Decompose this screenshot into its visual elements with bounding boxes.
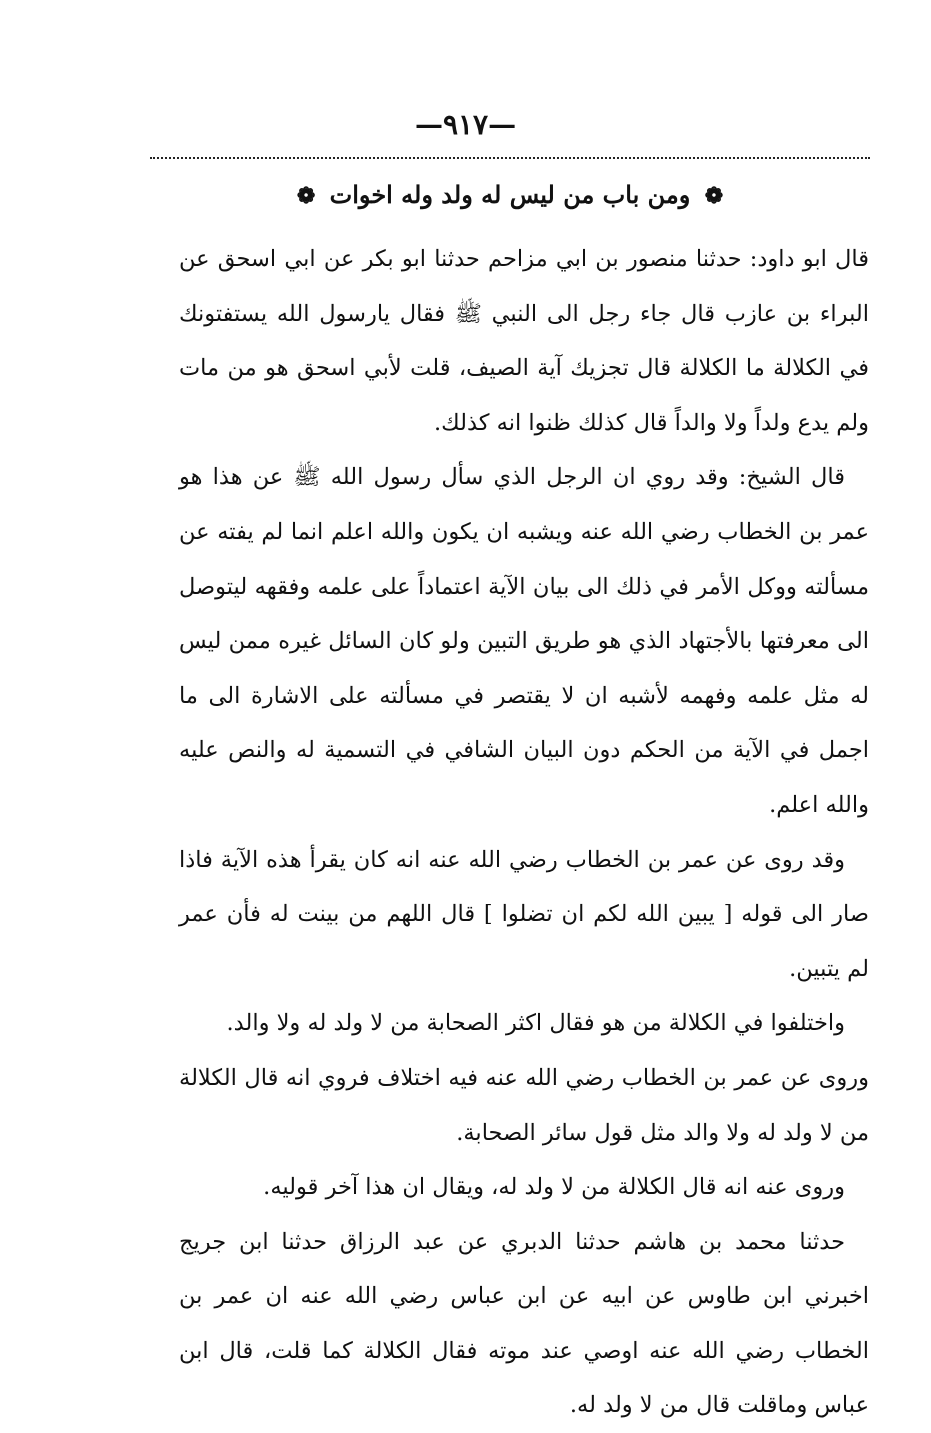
header-rule xyxy=(150,157,870,159)
ornament-left-icon: ❁ xyxy=(296,183,316,209)
paragraph-3: وقد روى عن عمر بن الخطاب رضي الله عنه انه كان يقرأ هذه الآية فاذا صار الى قوله [ يبين الله لكم ان تضلوا ] قال اللهم من بينت له فأن عمر لم يتبين. xyxy=(179,846,869,982)
section-heading xyxy=(150,180,870,209)
paragraph-1: قال ابو داود: حدثنا منصور بن ابي مزاحم حدثنا ابو بكر عن ابي اسحق عن البراء بن عازب قال جاء رجل الى النبي ﷺ فقال يارسول الله يستفتونك في الكلالة ما الكلالة قال تجزيك آية الصيف، قلت لأبي اسحق هو من مات ولم يدع ولداً ولا والداً قال كذلك ظنوا انه كذلك. xyxy=(179,246,869,436)
section-title: ومن باب من ليس له ولد وله اخوات xyxy=(329,180,691,209)
paragraph-4: واختلفوا في الكلالة من هو فقال اكثر الصحابة من لا ولد له ولا والد. xyxy=(226,1010,845,1037)
paragraph-5: وروى عن عمر بن الخطاب رضي الله عنه فيه اختلاف فروي انه قال الكلالة من لا ولد له ولا والد مثل قول سائر الصحابة. xyxy=(179,1064,869,1146)
page-number: —٩١٧— xyxy=(414,108,517,141)
paragraph-7: حدثنا محمد بن هاشم حدثنا الدبري عن عبد الرزاق حدثنا ابن جريج اخبرني ابن طاوس عن ابيه عن ابن عباس رضي الله عنه ان عمر بن الخطاب رضي الله عنه اوصي عند موته فقال الكلالة كما قلت، قال ابن عباس وماقلت قال من لا ولد له. xyxy=(179,1228,869,1419)
paragraph-6: وروى عنه انه قال الكلالة من لا ولد له، ويقال ان هذا آخر قوليه. xyxy=(263,1174,845,1201)
body-text xyxy=(179,232,869,1433)
paragraph-2: قال الشيخ: وقد روي ان الرجل الذي سأل رسول الله ﷺ عن هذا هو عمر بن الخطاب رضي الله عنه ويشبه ان يكون والله اعلم انما لم يفته عن مسألته ووكل الأمر في ذلك الى بيان الآية اعتماداً على علمه وفقهه ليتوصل الى معرفتها بالأجتهاد الذي هو طريق التبين ولو كان السائل غيره ممن ليس له مثل علمه وفهمه لأشبه ان لا يقتصر في مسألته على الاشارة الى ما اجمل في الآية من الحكم دون البيان الشافي في التسمية له والنص عليه والله اعلم. xyxy=(179,464,869,818)
ornament-right-icon: ❁ xyxy=(704,183,724,209)
